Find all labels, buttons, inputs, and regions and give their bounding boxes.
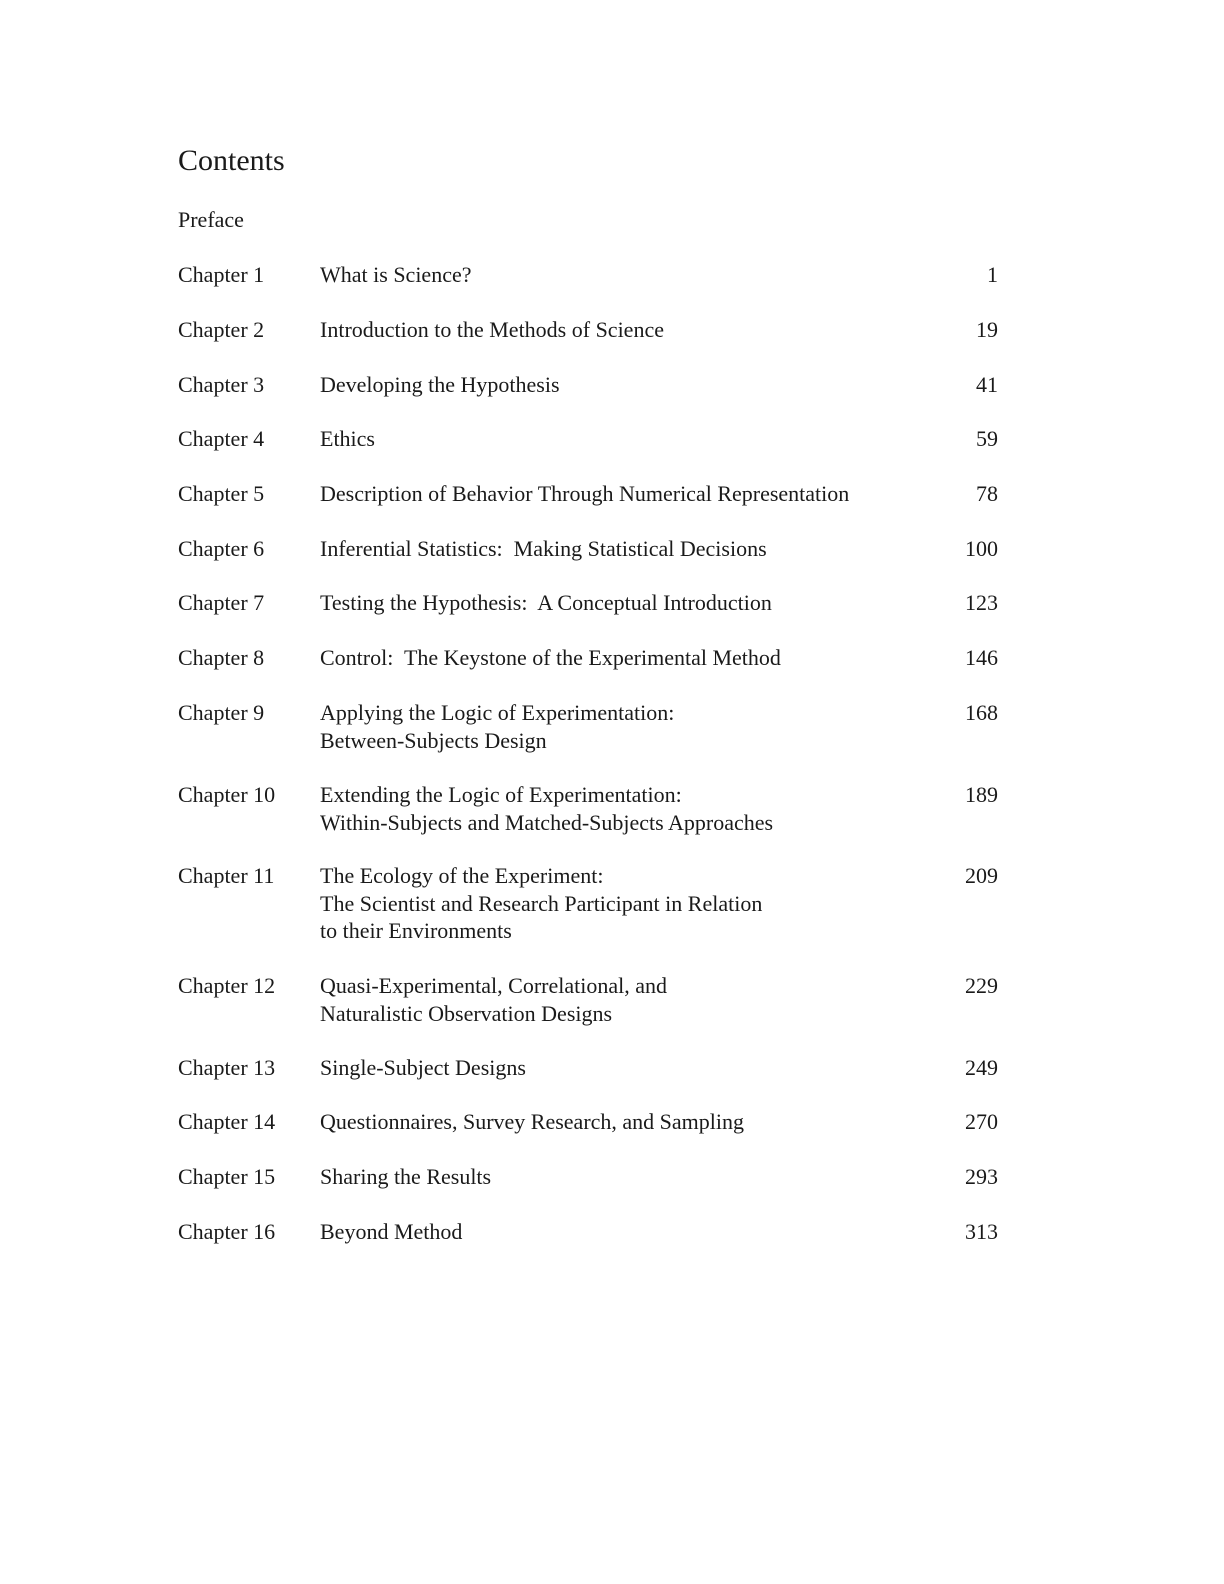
chapter-title-line: Single-Subject Designs [320, 1055, 526, 1080]
chapter-title-line: Developing the Hypothesis [320, 372, 560, 397]
chapter-label: Chapter 3 [178, 372, 265, 397]
chapter-title-line: Quasi-Experimental, Correlational, and [320, 973, 667, 998]
chapter-title [320, 1054, 920, 1082]
chapter-title [320, 644, 920, 672]
chapter-label: Chapter 4 [178, 426, 265, 451]
chapter-title-line: The Ecology of the Experiment: [320, 863, 604, 888]
chapter-title-line: Applying the Logic of Experimentation: [320, 700, 675, 725]
chapter-title-line: What is Science? [320, 262, 472, 287]
chapter-title [320, 589, 920, 617]
chapter-title [320, 781, 920, 836]
chapter-title-line: Extending the Logic of Experimentation: [320, 782, 682, 807]
chapter-title-line: Sharing the Results [320, 1164, 492, 1189]
chapter-label: Chapter 10 [178, 782, 276, 807]
chapter-title [320, 699, 920, 754]
chapter-title [320, 316, 920, 344]
page-number: 270 [965, 1109, 998, 1134]
chapter-title-line: Control: The Keystone of the Experimental Method [320, 645, 781, 670]
chapter-title-line: Within-Subjects and Matched-Subjects Approaches [320, 809, 774, 835]
chapter-title [320, 1218, 920, 1246]
page-number: 1 [987, 262, 998, 287]
chapter-label: Chapter 15 [178, 1164, 276, 1189]
chapter-label: Chapter 5 [178, 481, 265, 506]
chapter-title [320, 972, 920, 1027]
chapter-label: Chapter 13 [178, 1055, 276, 1080]
chapter-label: Chapter 14 [178, 1109, 276, 1134]
chapter-title [320, 862, 920, 945]
chapter-title [320, 480, 920, 508]
chapter-title-line: Testing the Hypothesis: A Conceptual Introduction [320, 590, 772, 615]
page-number: 209 [965, 863, 998, 888]
chapter-label: Chapter 8 [178, 645, 265, 670]
chapter-title-line: Ethics [320, 426, 375, 451]
chapter-title-line: Inferential Statistics: Making Statistical Decisions [320, 536, 767, 561]
chapter-label: Chapter 2 [178, 317, 265, 342]
chapter-label: Chapter 1 [178, 262, 265, 287]
chapter-title [320, 371, 920, 399]
chapter-title-line: Between-Subjects Design [320, 727, 547, 753]
page-number: 249 [965, 1055, 998, 1080]
chapter-label: Chapter 7 [178, 590, 265, 615]
page-number: 123 [965, 590, 998, 615]
chapter-title [320, 535, 920, 563]
chapter-title-line: Questionnaires, Survey Research, and Sampling [320, 1109, 745, 1134]
page-number: 168 [965, 700, 998, 725]
page-number: 189 [965, 782, 998, 807]
page-number: 41 [976, 372, 998, 397]
page-number: 229 [965, 973, 998, 998]
chapter-label: Chapter 6 [178, 536, 265, 561]
chapter-title-line: Description of Behavior Through Numerical Representation [320, 481, 850, 506]
page-number: 313 [965, 1219, 998, 1244]
chapter-title [320, 1108, 920, 1136]
chapter-label: Chapter 9 [178, 700, 265, 725]
chapter-label: Chapter 16 [178, 1219, 276, 1244]
chapter-title-line: Introduction to the Methods of Science [320, 317, 664, 342]
page-number: 293 [965, 1164, 998, 1189]
chapter-title [320, 261, 920, 289]
page-number: 59 [976, 426, 998, 451]
chapter-title [320, 1163, 920, 1191]
page-number: 19 [976, 317, 998, 342]
chapter-title-line: The Scientist and Research Participant in Relation [320, 890, 763, 916]
page-title: Contents [178, 144, 285, 177]
chapter-title-line: to their Environments [320, 918, 512, 943]
preface-entry: Preface [178, 207, 244, 232]
page-number: 100 [965, 536, 998, 561]
chapter-label: Chapter 12 [178, 973, 276, 998]
chapter-label: Chapter 11 [178, 863, 275, 888]
chapter-title-line: Naturalistic Observation Designs [320, 1000, 613, 1026]
page-number: 78 [976, 481, 998, 506]
chapter-title [320, 425, 920, 453]
page-number: 146 [965, 645, 998, 670]
chapter-title-line: Beyond Method [320, 1219, 463, 1244]
